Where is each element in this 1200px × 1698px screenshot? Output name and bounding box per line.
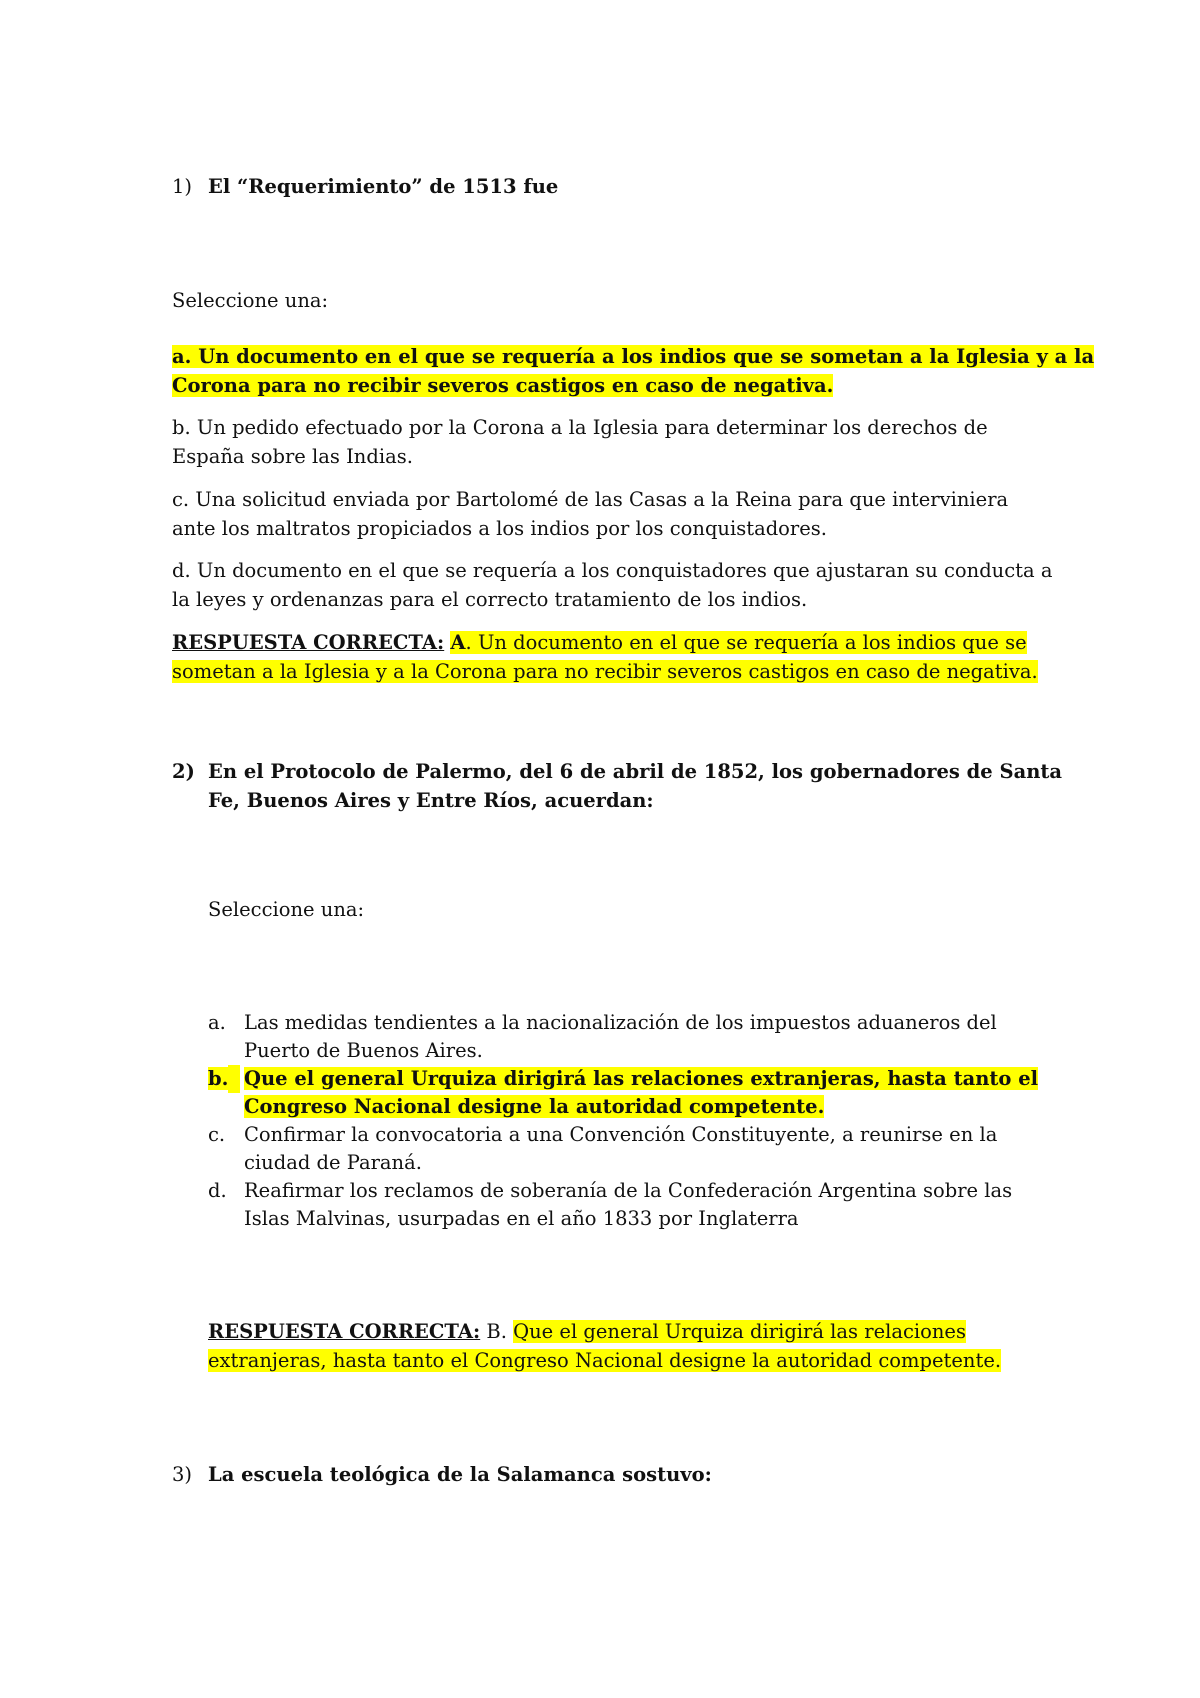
q1-option-d-line-1: d. Un documento en el que se requería a los conquistadores que ajustaran su conducta a (172, 559, 1053, 582)
question-2-title-line-1: En el Protocolo de Palermo, del 6 de abril de 1852, los gobernadores de Santa (208, 760, 1063, 783)
q2-answer-text-1: Que el general Urquiza dirigirá las relaciones (513, 1320, 966, 1343)
question-1-number: 1) (172, 175, 193, 198)
question-3-number: 3) (172, 1463, 193, 1486)
question-2-title-line-2: Fe, Buenos Aires y Entre Ríos, acuerdan: (208, 789, 654, 812)
q2-option-a-letter: a. (208, 1011, 226, 1034)
q2-option-a-line-2: Puerto de Buenos Aires. (244, 1039, 483, 1062)
q1-option-b-line-1: b. Un pedido efectuado por la Corona a la Iglesia para determinar los derechos de (172, 416, 988, 439)
q1-answer-line-1 (172, 629, 1027, 657)
q1-answer-line-2: sometan a la Iglesia y a la Corona para no recibir severos castigos en caso de negativa. (172, 660, 1038, 683)
q1-answer-text-1: . Un documento en el que se requería a los indios que se (465, 631, 1027, 654)
question-3-title: La escuela teológica de la Salamanca sostuvo: (208, 1463, 712, 1486)
q2-answer-letter: B. (486, 1320, 507, 1343)
q2-option-d-letter: d. (208, 1179, 227, 1202)
q2-answer-line-2: extranjeras, hasta tanto el Congreso Nacional designe la autoridad competente. (208, 1349, 1002, 1372)
q2-option-b-letter: b. (208, 1065, 240, 1093)
q1-option-c-line-1: c. Una solicitud enviada por Bartolomé de las Casas a la Reina para que interviniera (172, 488, 1009, 511)
q1-option-a-line-2: Corona para no recibir severos castigos en caso de negativa. (172, 374, 834, 397)
q1-option-a-line-1: a. Un documento en el que se requería a los indios que se sometan a la Iglesia y a la (172, 345, 1095, 368)
q1-option-b-line-2: España sobre las Indias. (172, 445, 413, 468)
q1-option-d-line-2: la leyes y ordenanzas para el correcto tratamiento de los indios. (172, 588, 808, 611)
question-1-title: El “Requerimiento” de 1513 fue (208, 175, 559, 198)
q1-option-c-line-2: ante los maltratos propiciados a los indios por los conquistadores. (172, 517, 827, 540)
question-1-heading (172, 173, 559, 201)
question-1-select-label: Seleccione una: (172, 289, 329, 312)
q1-answer-label: RESPUESTA CORRECTA: (172, 631, 445, 654)
q2-option-d-line-2: Islas Malvinas, usurpadas en el año 1833 por Inglaterra (244, 1207, 799, 1230)
question-3-heading (172, 1461, 712, 1489)
q2-option-c-line-1: Confirmar la convocatoria a una Convención Constituyente, a reunirse en la (244, 1123, 998, 1146)
question-2-select-label: Seleccione una: (208, 898, 365, 921)
q2-answer-line-1 (208, 1318, 966, 1346)
question-2-number: 2) (172, 760, 195, 783)
q2-option-b-line-2: Congreso Nacional designe la autoridad competente. (244, 1095, 825, 1118)
q2-answer-label: RESPUESTA CORRECTA: (208, 1320, 481, 1343)
q2-option-c-letter: c. (208, 1123, 226, 1146)
question-2-heading (172, 758, 1063, 786)
q2-option-c-line-2: ciudad de Paraná. (244, 1151, 422, 1174)
q1-answer-letter: A (450, 631, 466, 654)
q2-option-d-line-1: Reafirmar los reclamos de soberanía de la Confederación Argentina sobre las (244, 1179, 1013, 1202)
q2-option-a-line-1: Las medidas tendientes a la nacionalización de los impuestos aduaneros del (244, 1011, 997, 1034)
q2-option-b-line-1: Que el general Urquiza dirigirá las relaciones extranjeras, hasta tanto el (244, 1067, 1039, 1090)
